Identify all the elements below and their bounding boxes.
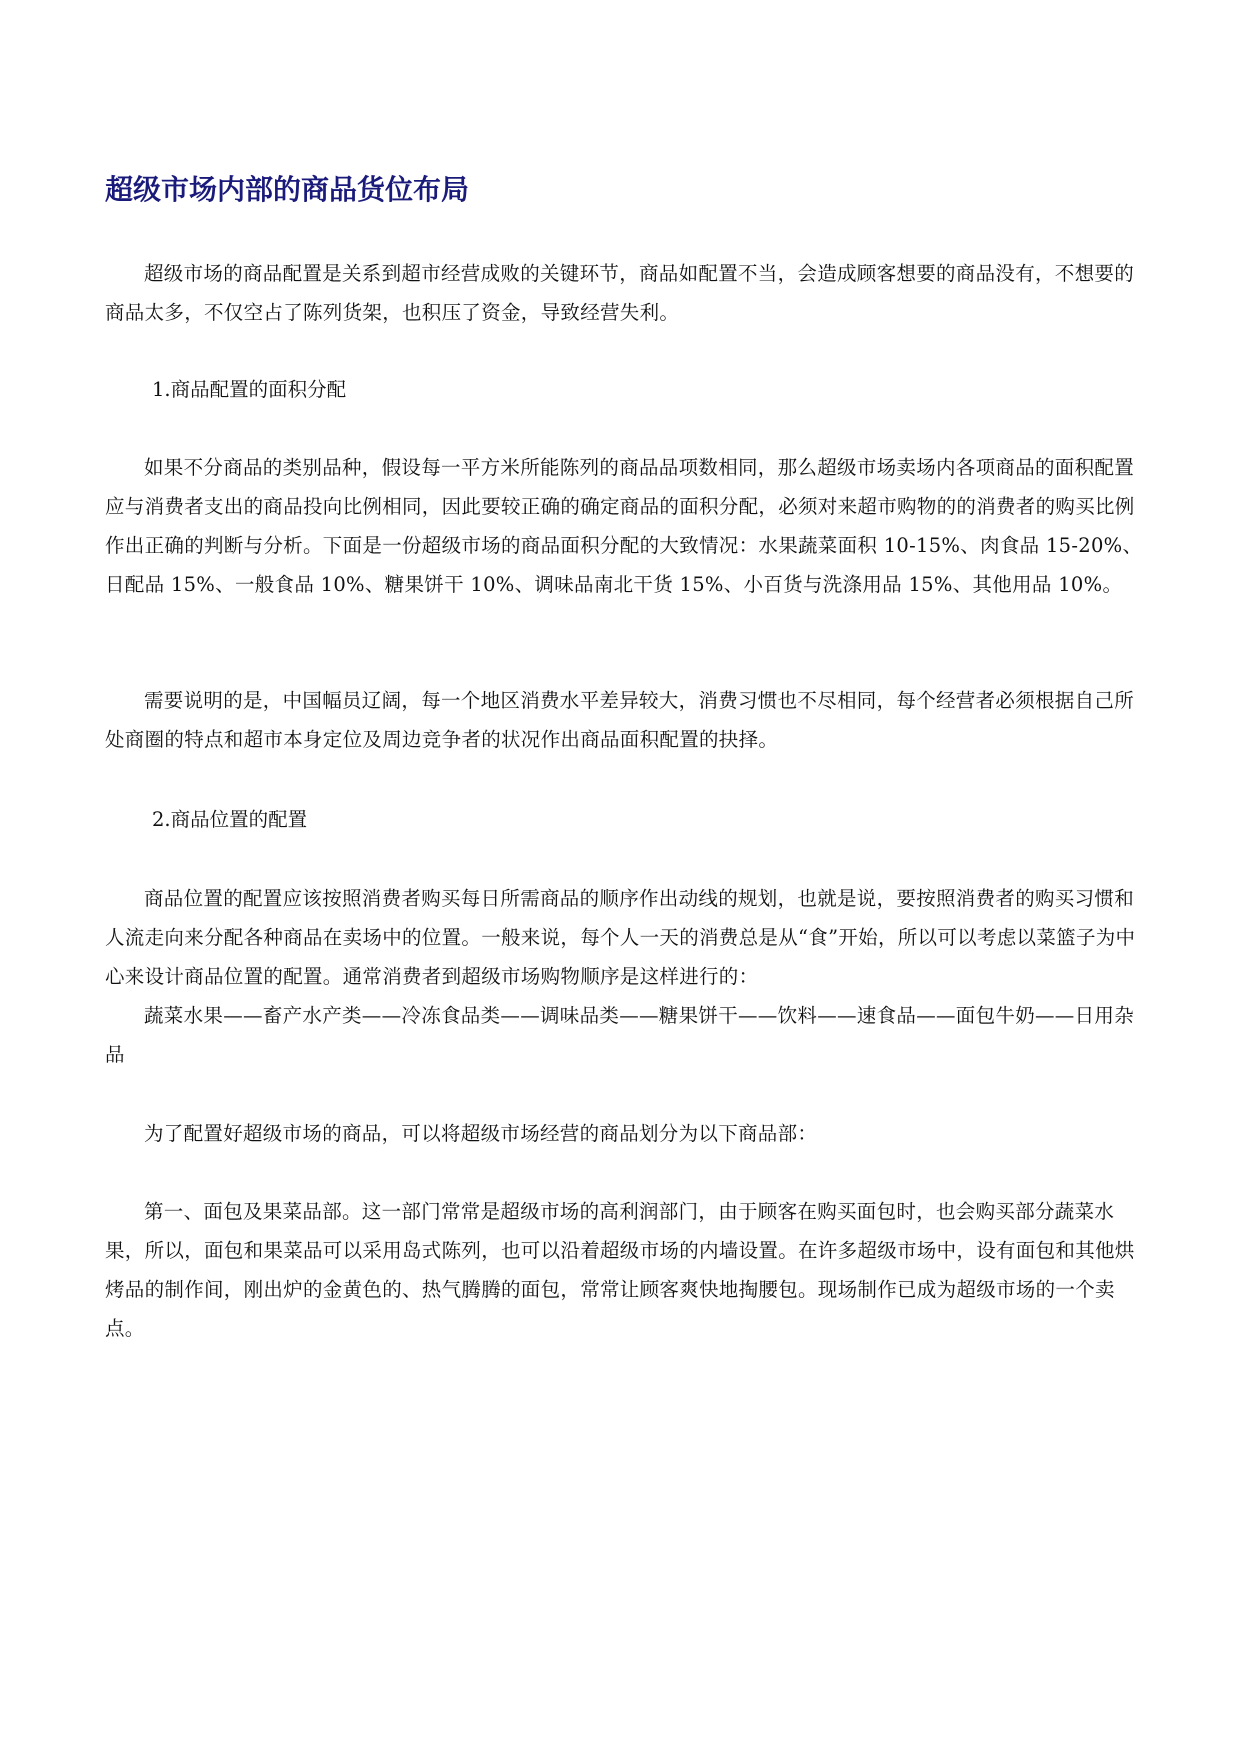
page-title: 超级市场内部的商品货位布局 bbox=[105, 173, 470, 206]
section-2-paragraph-3: 第一、面包及果菜品部。这一部门常常是超级市场的高利润部门，由于顾客在购买面包时，也会购买部分蔬菜水果，所以，面包和果菜品可以采用岛式陈列，也可以沿着超级市场的内墙设置。在许多超级市场中，设有面包和其他烘烤品的制作间，刚出炉的金黄色的、热气腾腾的面包，常常让顾客爽快地掏腰包。现场制作已成为超级市场的一个卖点。 bbox=[105, 1200, 1135, 1340]
section-2-paragraph-1: 商品位置的配置应该按照消费者购买每日所需商品的顺序作出动线的规划，也就是说，要按照消费者的购买习惯和人流走向来分配各种商品在卖场中的位置。一般来说，每个人一天的消费总是从“食”开始，所以可以考虑以菜篮子为中心来设计商品位置的配置。通常消费者到超级市场购物顺序是这样进行的： bbox=[105, 887, 1136, 988]
intro-paragraph: 超级市场的商品配置是关系到超市经营成败的关键环节，商品如配置不当，会造成顾客想要的商品没有，不想要的商品太多，不仅空占了陈列货架，也积压了资金，导致经营失利。 bbox=[105, 262, 1135, 324]
section-2-heading: 2.商品位置的配置 bbox=[152, 808, 308, 831]
section-2-shopping-sequence: 蔬菜水果——畜产水产类——冷冻食品类——调味品类——糖果饼干——饮料——速食品——面包牛奶——日用杂品 bbox=[105, 1004, 1134, 1066]
section-1-heading: 1.商品配置的面积分配 bbox=[152, 378, 347, 401]
section-1-paragraph-1: 如果不分商品的类别品种，假设每一平方米所能陈列的商品品项数相同，那么超级市场卖场内各项商品的面积配置应与消费者支出的商品投向比例相同，因此要较正确的确定商品的面积分配，必须对来超市购物的的消费者的购买比例作出正确的判断与分析。下面是一份超级市场的商品面积分配的大致情况：水果蔬菜面积 10-15%、肉食品 15-20%、日配品 15%、一般食品 10%、糖果饼干 10%、调味品南北干货 15%、小百货与洗涤用品 15%、其他用品 10%。 bbox=[105, 456, 1143, 596]
section-2-paragraph-2: 为了配置好超级市场的商品，可以将超级市场经营的商品划分为以下商品部： bbox=[144, 1122, 818, 1145]
section-1-paragraph-2: 需要说明的是，中国幅员辽阔，每一个地区消费水平差异较大，消费习惯也不尽相同，每个经营者必须根据自己所处商圈的特点和超市本身定位及周边竞争者的状况作出商品面积配置的抉择。 bbox=[105, 689, 1135, 751]
